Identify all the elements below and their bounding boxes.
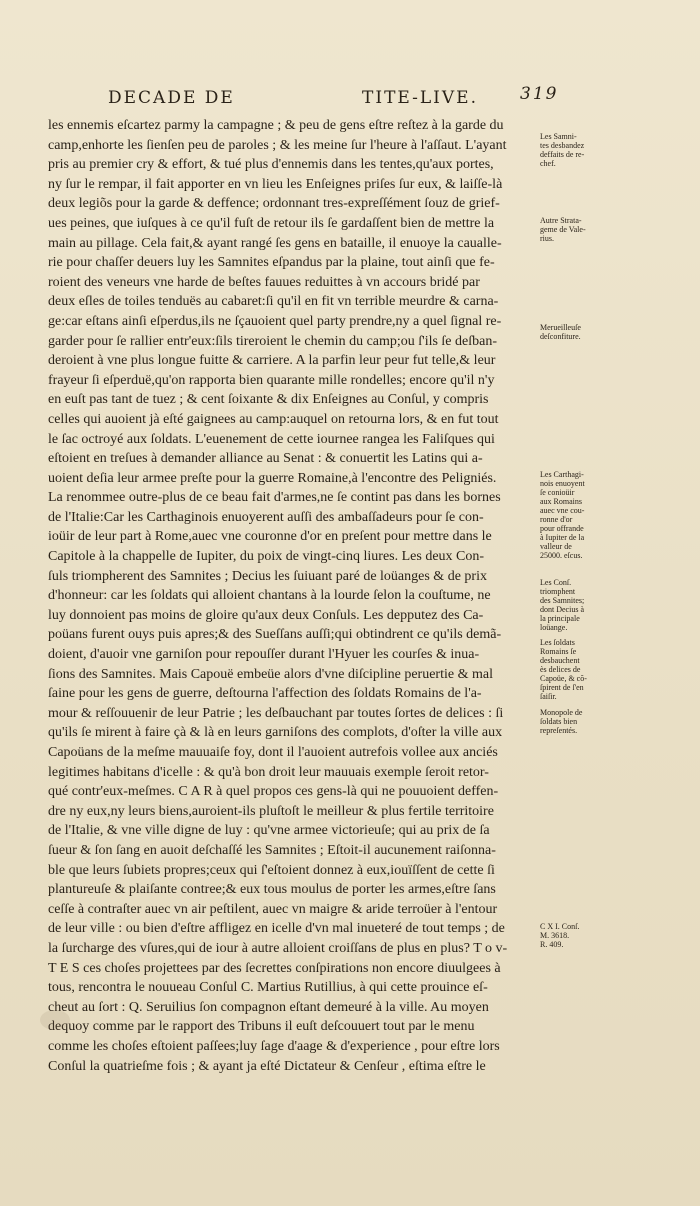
margin-note-line: desbauchent [540, 656, 580, 665]
margin-note-line: valleur de [540, 542, 572, 551]
text-line: eſtoient en treſues à demander alliance au Senat : & conuertit les Latins qui a- [48, 451, 483, 467]
text-line: La renommee outre-plus de ce beau fait d'armes,ne ſe contint pas dans les bornes [48, 490, 501, 506]
text-line: deux eſles de toiles tenduës au cabaret:ſi qu'il en fit vn terrible meurdre & carna- [48, 294, 499, 310]
margin-note-line: Les Carthagi- [540, 470, 584, 479]
text-line: dequoy comme par le rapport des Tribuns il euſt deſcouuert tout par le menu [48, 1019, 475, 1035]
paper-stain [40, 1010, 70, 1030]
margin-note [540, 323, 602, 341]
margin-note-line: nois enuoyent [540, 479, 585, 488]
running-title-right: TITE-LIVE. [362, 88, 478, 108]
text-line: qué contr'eux-meſmes. C A R à quel propos ces gens-là qui ne pouuoient deffen- [48, 784, 499, 800]
margin-note-line: Les Conſ. [540, 578, 572, 587]
text-line: ſaine pour les gens de guerre, deſtourna l'affection des ſoldats Romains de l'a- [48, 686, 482, 702]
margin-note-line: Monopole de [540, 708, 583, 717]
running-title-left: DECADE DE [108, 88, 235, 108]
margin-note-line: repreſentés. [540, 726, 578, 735]
margin-note-line: ſoldats bien [540, 717, 578, 726]
margin-note-line: 25000. eſcus. [540, 551, 583, 560]
margin-note-line: deffaits de re- [540, 150, 585, 159]
text-line: ſions des Samnites. Mais Capouë embeüe alors d'vne diſcipline peruertie & mal [48, 666, 493, 682]
text-line: pris au premier cry & effort, & tué plus d'ennemis dans les tentes,qu'aux portes, [48, 157, 494, 173]
text-line: legitimes habitans d'icelle : & qu'à bon droit leur mauuais exemple ſeroit retor- [48, 764, 489, 780]
text-line: poüans furent ouys puis apres;& des Sueſſans auſſi;qui obtindrent ce qu'ils demã- [48, 627, 502, 643]
margin-note [540, 578, 602, 632]
text-line: ſueur & ſon ſang en auoit deſchaſſé les Samnites ; Eſtoit-il aucunement raiſonna- [48, 842, 496, 858]
text-line: ble que leurs ſubiets propres;ceux qui ſ'eſtoient donnez à eux,iouïſſent de cette ſi [48, 862, 495, 878]
margin-note-line: ſe conioüir [540, 488, 575, 497]
text-line: la ſurcharge des vſures,qui de iour à autre alloient croiſſans de plus en plus? T o v- [48, 940, 508, 956]
text-line: tous, rencontra le nouueau Conſul C. Martius Rutillius, à qui cette prouince eſ- [48, 980, 488, 996]
margin-note-line: tes desbandez [540, 141, 585, 150]
text-line: d'honneur: car les ſoldats qui alloient chantans à la lourde ſelon la couſtume, ne [48, 588, 491, 604]
text-line: Capitole à la chappelle de Iupiter, du poix de vingt-cinq liures. Les deux Con- [48, 549, 485, 565]
margin-note-line: chef. [540, 159, 556, 168]
text-line: ge:car eſtans ainſi eſperdus,ils ne ſçauoient quel party prendre,ny a quel ſignal re- [48, 313, 502, 329]
margin-note-line: ès delices de [540, 665, 581, 674]
text-line: mour & reſſouuenir de leur Patrie ; les deſbauchant par toutes ſortes de delices : ſi [48, 705, 504, 721]
margin-note-line: M. 3618. [540, 931, 570, 940]
margin-note-line: rius. [540, 234, 554, 243]
text-line: camp,enhorte les ſienſen peu de paroles ; & les meine ſur l'heure à l'aſſaut. L'ayant [48, 137, 507, 153]
text-line: de leur ville : ou bien d'eſtre affligez en icelle d'vn mal inueteré de tout temps ; de [48, 921, 505, 937]
margin-note-line: dont Decius à [540, 605, 584, 614]
margin-note [540, 132, 602, 168]
margin-note [540, 216, 602, 243]
text-line: ſuls triompherent des Samnites ; Decius les ſuiuant paré de loüanges & de prix [48, 568, 487, 584]
margin-note-line: deſconfiture. [540, 332, 581, 341]
margin-note-line: Merueilleuſe [540, 323, 581, 332]
page-number: 319 [520, 84, 559, 104]
text-line: main au pillage. Cela fait,& ayant rangé ſes gens en bataille, il enuoye la caualle- [48, 235, 502, 251]
text-line: de l'Italie, & vne ville digne de luy : qu'vne armee victorieuſe; qui au prix de ſa [48, 823, 490, 839]
text-line: ceſſe à contraſter auec vn air peſtilent, auec vn maigre & aride terroüer à l'entour [48, 901, 498, 917]
margin-note-line: Les Samni- [540, 132, 577, 141]
text-line: les ennemis eſcartez parmy la campagne ; & peu de gens eſtre reſtez à la garde du [48, 118, 504, 133]
text-line: garder pour ſe rallier entr'eux:ſils tireroient le chemin du camp;ou ſ'ils ſe deſban- [48, 333, 497, 349]
margin-note-line: R. 409. [540, 940, 564, 949]
text-line: comme les choſes eſtoient paſſees;luy ſage d'aage & d'experience , pour eſtre lors [48, 1038, 500, 1054]
text-line: deroient à vne plus longue fuitte & carriere. A la parfin leur peur fut telle,& leur [48, 353, 496, 369]
margin-note-line: ronne d'or [540, 515, 573, 524]
margin-note [540, 470, 602, 560]
margin-note [540, 638, 602, 701]
text-line: doient, d'auoir vne garniſon pour repouſſer durant l'Hyuer les courſes & inua- [48, 647, 480, 663]
margin-note-line: la principale [540, 614, 580, 623]
margin-note-line: loüange. [540, 623, 568, 632]
margin-note-line: à Iupiter de la [540, 533, 585, 542]
running-header [108, 84, 559, 108]
margin-note [540, 922, 602, 949]
text-line: frayeur ſi eſperduë,qu'on rapporta bien quarante mille rondelles; encore qu'il n'y [48, 372, 495, 388]
margin-note-line: des Samnites; [540, 596, 585, 605]
text-line: dre ny eux,ny leurs biens,auroient-ils pluſtoſt le meilleur & plus fertile territoire [48, 803, 494, 819]
text-line: Conſul la quatrieſme fois ; & ayant ja eſté Dictateur & Cenſeur , eſtima eſtre le [48, 1058, 486, 1074]
main-text-block [48, 116, 538, 1076]
margin-note-line: aux Romains [540, 497, 582, 506]
margin-note-line: Les ſoldats [540, 638, 575, 647]
text-line: qu'ils ſe mirent à faire çà & là en leurs garniſons des complots, d'oſter la ville aux [48, 725, 503, 741]
text-line: ioüir de leur part à Rome,auec vne couronne d'or en preſent pour mettre dans le [48, 529, 492, 545]
margin-note-line: Capoüe, & cõ- [540, 674, 587, 683]
text-line: planturеuſe & plaiſante contree;& eux tous moulus de porter les armes,eſtre ſans [48, 882, 496, 898]
text-line: rie pour chaſſer deuers luy les Samnites eſpandus par la plaine, tout ainſi que fe- [48, 255, 495, 271]
margin-note-line: geme de Vale- [540, 225, 586, 234]
text-line: celles qui auoient jà eſté gaignees au camp:auquel on retourna lors, & en fut tout [48, 411, 499, 427]
margin-note-line: C X I. Conſ. [540, 922, 580, 931]
text-line: le ſac octroyé aux ſoldats. L'euenement de cette iournee rangea les Faliſques qui [48, 431, 495, 447]
text-line: uoient deſia leur armee preſte pour la guerre Romaine,à l'encontre des Peligniés. [48, 470, 497, 486]
margin-note-line: triomphent [540, 587, 576, 596]
text-line: cheut au ſort : Q. Seruilius ſon compagnon eſtant demeuré à la ville. Au moyen [48, 999, 489, 1015]
margin-note [540, 708, 602, 735]
margin-note-line: Romains ſe [540, 647, 577, 656]
margin-note-line: ſaiſir. [540, 692, 557, 701]
text-line: de l'Italie:Car les Carthaginois enuoyerent auſſi des ambaſſadeurs pour ſe con- [48, 509, 484, 525]
margin-note-line: auec vne cou- [540, 506, 585, 515]
margin-note-line: ſpirent de ſ'en [540, 683, 584, 692]
text-line: Capoüans de la meſme mauuaiſe foy, dont il l'auoient autrefois vollee aux anciés [48, 745, 498, 760]
text-line: deux legiõs pour la garde & deffence; ordonnant tres-expreſſément ſouz de grief- [48, 196, 500, 212]
margin-note-line: Autre Strata- [540, 216, 582, 225]
text-line: T E S ces choſes projettees par des ſecrettes conſpirations non encore diuulgees à [48, 960, 501, 976]
text-line: en euſt pas tant de tuez ; & cent ſoixante & dix Enſeignes au Conſul, y compris [48, 392, 489, 408]
text-line: ny ſur le rempar, il fait apporter en vn lieu les Enſeignes priſes ſur eux, & laiſſe-là [48, 176, 503, 192]
margin-note-line: pour offrande [540, 524, 584, 533]
text-line: ues peines, que iuſques à ce qu'il fuſt de retour ils ſe gardaſſent bien de mettre la [48, 215, 495, 231]
text-line: luy donnoient pas moins de gloire qu'aux deux Conſuls. Les depputez des Ca- [48, 607, 484, 623]
text-line: roient des veneurs vne harde de beſtes fauues reduittes à vn accours bridé par [48, 274, 480, 290]
